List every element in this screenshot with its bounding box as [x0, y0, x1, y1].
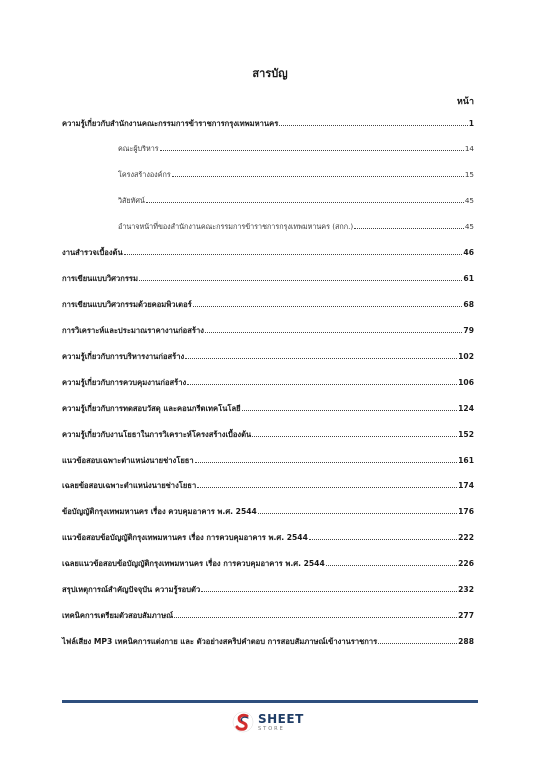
toc-leader-dots [185, 358, 457, 359]
toc-entry-title: เฉลยแนวข้อสอบข้อบัญญัติกรุงเทพมหานคร เรื่อง การควบคุมอาคาร พ.ศ. 2544 [62, 559, 325, 569]
toc-leader-dots [187, 384, 457, 385]
toc-entry-title: แนวข้อสอบข้อบัญญัติกรุงเทพมหานคร เรื่อง การควบคุมอาคาร พ.ศ. 2544 [62, 533, 308, 543]
toc-entry-title: โครงสร้างองค์กร [118, 169, 171, 179]
brand-name: SHEET [258, 711, 304, 726]
toc-page-number: 288 [458, 636, 474, 646]
toc-leader-dots [326, 565, 457, 566]
toc-leader-dots [139, 280, 462, 281]
toc-entry-title: ความรู้เกี่ยวกับการบริหารงานก่อสร้าง [62, 352, 185, 362]
toc-page-number: 106 [458, 377, 474, 387]
toc-page-number: 222 [458, 533, 474, 543]
toc-leader-dots [252, 436, 457, 437]
toc-entry[interactable] [62, 532, 474, 543]
toc-page-number: 176 [458, 507, 474, 517]
toc-entry-title: งานสำรวจเบื้องต้น [62, 248, 123, 258]
toc-page-number: 68 [463, 300, 474, 310]
toc-leader-dots [193, 306, 463, 307]
toc-leader-dots [205, 332, 463, 333]
toc-page-number: 161 [458, 455, 474, 465]
toc-page-number: 15 [464, 169, 474, 179]
toc-entry-title: คณะผู้บริหาร [118, 143, 159, 153]
toc-page-number: 152 [458, 429, 474, 439]
toc-entry[interactable] [62, 610, 474, 621]
toc-page-number: 226 [458, 559, 474, 569]
toc-entry-title: การเขียนแบบวิศวกรรม [62, 274, 139, 284]
toc-page-number: 277 [458, 610, 474, 620]
toc-entry-title: ความรู้เกี่ยวกับการควบคุมงานก่อสร้าง [62, 377, 187, 387]
toc-leader-dots [242, 410, 458, 411]
toc-entry[interactable] [62, 377, 474, 388]
toc-entry-title: เฉลยข้อสอบเฉพาะตำแหน่งนายช่างโยธา [62, 481, 197, 491]
toc-entry[interactable] [62, 299, 474, 310]
toc-leader-dots [279, 125, 467, 126]
toc-leader-dots [354, 228, 464, 229]
toc-entry-title: อำนาจหน้าที่ของสำนักงานคณะกรรมการข้าราชการกรุงเทพมหานคร (สกก.) [118, 221, 354, 231]
toc-leader-dots [146, 202, 464, 203]
toc-entry[interactable] [62, 247, 474, 258]
toc-page-number: 14 [464, 143, 474, 153]
toc-leader-dots [172, 176, 464, 177]
toc-entry-title: ความรู้เกี่ยวกับสำนักงานคณะกรรมการข้าราชการกรุงเทพมหานคร [62, 119, 279, 128]
toc-entry[interactable] [62, 273, 474, 284]
toc-entry-title: แนวข้อสอบเฉพาะตำแหน่งนายช่างโยธา [62, 455, 194, 465]
toc-entry-title: วิสัยทัศน์ [118, 195, 145, 205]
table-of-contents [62, 118, 474, 662]
toc-page-number: 174 [458, 481, 474, 491]
toc-entry[interactable] [62, 558, 474, 569]
toc-leader-dots [378, 643, 457, 644]
toc-entry[interactable] [62, 480, 474, 491]
toc-entry[interactable] [62, 506, 474, 517]
toc-subentry[interactable] [62, 170, 474, 181]
toc-entry[interactable] [62, 584, 474, 595]
toc-page-number: 46 [463, 248, 474, 258]
toc-page-number: 232 [458, 585, 474, 595]
toc-page-number: 102 [458, 352, 474, 362]
toc-entry[interactable] [62, 429, 474, 440]
toc-page-number: 124 [458, 403, 474, 413]
toc-entry-title: ข้อบัญญัติกรุงเทพมหานคร เรื่อง ควบคุมอาคาร พ.ศ. 2544 [62, 507, 257, 517]
toc-leader-dots [309, 539, 457, 540]
brand-logo [232, 711, 304, 733]
toc-entry-title: การเขียนแบบวิศวกรรมด้วยคอมพิวเตอร์ [62, 300, 192, 310]
page-title: สารบัญ [252, 67, 288, 80]
toc-page-number: 45 [464, 195, 474, 205]
toc-entry-title: ความรู้เกี่ยวกับการทดสอบวัสดุ และคอนกรีตเทคโนโลยี [62, 403, 241, 413]
toc-entry-title: ความรู้เกี่ยวกับงานโยธาในการวิเคราะห์โครงสร้างเบื้องต้น [62, 429, 252, 439]
footer-divider [62, 700, 478, 703]
toc-entry[interactable] [62, 351, 474, 362]
toc-leader-dots [124, 254, 463, 255]
toc-entry[interactable] [62, 118, 474, 129]
toc-entry[interactable] [62, 636, 474, 647]
page-column-label: หน้า [456, 97, 474, 107]
toc-page-number: 45 [464, 221, 474, 231]
toc-subentry[interactable] [62, 196, 474, 207]
toc-leader-dots [160, 150, 464, 151]
toc-leader-dots [174, 617, 457, 618]
toc-entry[interactable] [62, 403, 474, 414]
toc-page-number: 61 [463, 274, 474, 284]
brand-subtitle: STORE [258, 725, 285, 732]
toc-entry-title: เทคนิคการเตรียมตัวสอบสัมภาษณ์ [62, 610, 174, 620]
toc-leader-dots [258, 513, 457, 514]
toc-leader-dots [201, 591, 457, 592]
toc-entry-title: ไฟล์เสียง MP3 เทคนิคการแต่งกาย และ ตัวอย่างสคริปคำตอบ การสอบสัมภาษณ์เข้างานราชการ [62, 636, 378, 646]
toc-leader-dots [197, 487, 457, 488]
toc-leader-dots [195, 462, 457, 463]
sheet-logo-icon [232, 711, 254, 733]
toc-entry[interactable] [62, 455, 474, 466]
toc-subentry[interactable] [62, 144, 474, 155]
toc-entry-title: การวิเคราะห์และประมาณราคางานก่อสร้าง [62, 326, 204, 336]
toc-entry-title: สรุปเหตุการณ์สำคัญปัจจุบัน ความรู้รอบตัว [62, 585, 201, 595]
toc-page-number: 79 [463, 326, 474, 336]
toc-entry[interactable] [62, 325, 474, 336]
toc-page-number: 1 [468, 119, 474, 128]
toc-subentry[interactable] [62, 222, 474, 233]
